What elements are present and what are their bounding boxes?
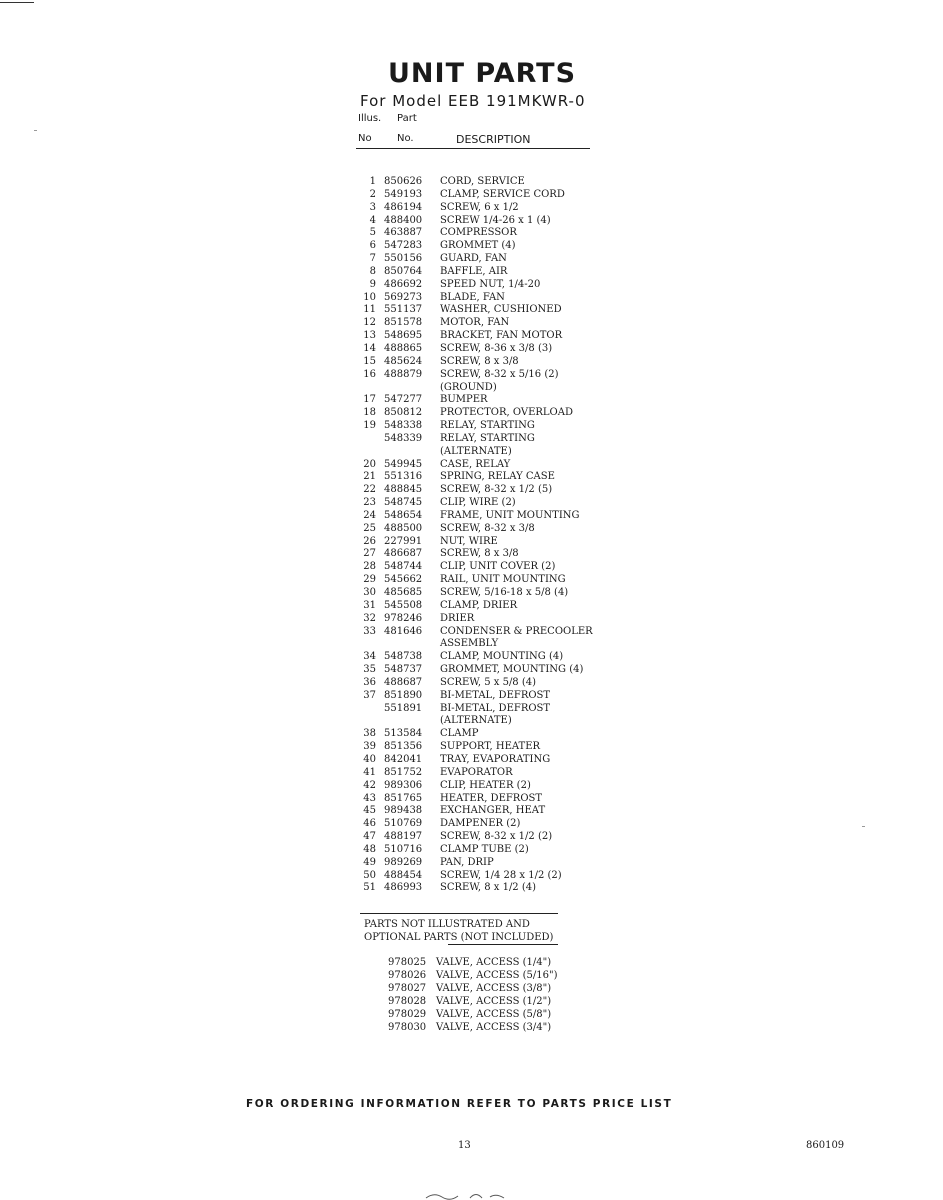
list-item <box>356 471 616 484</box>
illus-number: 40 <box>363 753 376 765</box>
section-divider <box>360 913 558 914</box>
part-description: CLAMP TUBE (2) <box>440 843 529 855</box>
part-description: CLIP, HEATER (2) <box>440 779 531 791</box>
part-number: 486194 <box>384 201 423 213</box>
part-number: 978246 <box>384 612 423 624</box>
part-number: 488500 <box>384 522 423 534</box>
part-number: 488454 <box>384 869 423 881</box>
part-number: 978028 <box>388 996 427 1008</box>
list-item <box>356 266 616 279</box>
part-description: BRACKET, FAN MOTOR <box>440 330 563 342</box>
part-number: 545662 <box>384 574 423 586</box>
list-item <box>356 651 616 664</box>
list-item <box>360 969 600 982</box>
part-number: 485685 <box>384 587 423 598</box>
part-number: 989269 <box>384 856 423 868</box>
part-description: SCREW, 8 x 1/2 (4) <box>440 882 537 894</box>
part-description: MOTOR, FAN <box>440 317 510 329</box>
part-description: TRAY, EVAPORATING <box>440 753 551 765</box>
illus-number: 9 <box>369 278 376 290</box>
part-description: BI-METAL, DEFROST <box>440 702 551 714</box>
part-description: (GROUND) <box>440 381 497 393</box>
part-description: VALVE, ACCESS (3/8") <box>436 983 552 995</box>
illus-number: 41 <box>363 766 376 778</box>
part-description: HEATER, DEFROST <box>440 792 543 804</box>
illus-number: 37 <box>363 689 376 701</box>
part-description: BLADE, FAN <box>440 291 505 303</box>
parts-list <box>356 176 616 895</box>
list-item <box>356 561 616 574</box>
part-number: 548654 <box>384 509 423 521</box>
part-number: 978027 <box>388 983 427 995</box>
part-number: 548695 <box>384 330 423 342</box>
part-description: GROMMET, MOUNTING (4) <box>440 664 584 676</box>
part-number: 488687 <box>384 676 423 688</box>
part-description: NUT, WIRE <box>440 535 498 547</box>
illus-number: 49 <box>363 856 376 868</box>
list-item <box>360 956 600 969</box>
part-number: 513584 <box>384 728 423 740</box>
part-number: 978029 <box>388 1009 427 1021</box>
part-description: CLIP, WIRE (2) <box>440 497 516 509</box>
part-number: 547283 <box>384 240 423 252</box>
part-description: SCREW 1/4-26 x 1 (4) <box>440 214 551 226</box>
part-number: 485624 <box>384 355 423 367</box>
header-part: Part <box>397 113 417 124</box>
part-number: 978030 <box>388 1022 427 1034</box>
illus-number: 51 <box>363 882 376 894</box>
part-number: 851890 <box>384 689 423 701</box>
list-item <box>356 279 616 292</box>
illus-number: 13 <box>363 330 376 342</box>
header-no-illus: No <box>358 133 372 144</box>
part-description: PAN, DRIP <box>440 856 494 868</box>
part-number: 978026 <box>388 970 427 982</box>
list-item <box>360 1008 600 1021</box>
list-item <box>356 638 616 651</box>
part-description: SPRING, RELAY CASE <box>440 471 555 483</box>
illus-number: 28 <box>363 561 376 573</box>
corner-mark <box>0 2 34 3</box>
part-description: SCREW, 8-32 x 1/2 (5) <box>440 484 553 496</box>
part-number: 551316 <box>384 471 423 483</box>
list-item <box>356 715 616 728</box>
part-description: CASE, RELAY <box>440 458 511 470</box>
illus-number: 1 <box>369 176 376 187</box>
part-description: GUARD, FAN <box>440 253 507 265</box>
list-item <box>356 870 616 883</box>
part-description: VALVE, ACCESS (1/2") <box>436 996 552 1008</box>
illus-number: 6 <box>369 240 376 252</box>
part-number: 548339 <box>384 432 423 444</box>
part-number: 227991 <box>384 535 423 547</box>
ordering-note: FOR ORDERING INFORMATION REFER TO PARTS PRICE LIST <box>246 1098 673 1110</box>
part-description: SPEED NUT, 1/4-20 <box>440 278 541 290</box>
part-description: CORD, SERVICE <box>440 176 525 187</box>
part-description: RELAY, STARTING <box>440 420 535 432</box>
scan-speck <box>34 130 37 131</box>
part-number: 850764 <box>384 265 423 277</box>
illus-number: 21 <box>363 471 376 483</box>
illus-number: 15 <box>363 355 376 367</box>
list-item <box>356 613 616 626</box>
part-number: 549193 <box>384 188 423 200</box>
handwritten-mark <box>424 1190 514 1200</box>
list-item <box>356 536 616 549</box>
part-description: FRAME, UNIT MOUNTING <box>440 509 580 521</box>
list-item <box>356 664 616 677</box>
list-item <box>356 446 616 459</box>
part-description: DRIER <box>440 612 475 624</box>
part-description: RELAY, STARTING <box>440 432 535 444</box>
part-number: 989306 <box>384 779 423 791</box>
illus-number: 17 <box>363 394 376 406</box>
illus-number: 46 <box>363 818 376 830</box>
page-number: 13 <box>458 1140 471 1151</box>
illus-number: 2 <box>369 188 376 200</box>
illus-number: 34 <box>363 651 376 663</box>
part-number: 486993 <box>384 882 423 894</box>
part-number: 851356 <box>384 741 423 753</box>
list-item <box>356 215 616 228</box>
part-description: SCREW, 8-32 x 5/16 (2) <box>440 368 559 380</box>
part-description: CLAMP <box>440 728 479 740</box>
part-number: 978025 <box>388 957 427 968</box>
illus-number: 23 <box>363 497 376 509</box>
list-item <box>356 330 616 343</box>
list-item <box>356 189 616 202</box>
illus-number: 25 <box>363 522 376 534</box>
part-description: CLAMP, MOUNTING (4) <box>440 651 564 663</box>
illus-number: 27 <box>363 548 376 560</box>
part-description: EVAPORATOR <box>440 766 513 778</box>
model-subtitle: For Model EEB 191MKWR-0 <box>360 92 586 110</box>
list-item <box>356 728 616 741</box>
list-item <box>356 484 616 497</box>
header-divider <box>356 148 590 149</box>
list-item <box>356 741 616 754</box>
part-description: CLAMP, SERVICE CORD <box>440 188 565 200</box>
list-item <box>356 818 616 831</box>
part-number: 488879 <box>384 368 423 380</box>
part-number: 548738 <box>384 651 423 663</box>
list-item <box>356 587 616 600</box>
illus-number: 7 <box>369 253 376 265</box>
part-number: 851752 <box>384 766 423 778</box>
header-illus: Illus. <box>358 113 382 124</box>
list-item <box>356 459 616 472</box>
part-number: 510769 <box>384 818 423 830</box>
part-number: 463887 <box>384 227 423 239</box>
list-item <box>356 304 616 317</box>
part-number: 851765 <box>384 792 423 804</box>
part-description: (ALTERNATE) <box>440 715 512 727</box>
illus-number: 32 <box>363 612 376 624</box>
part-description: BUMPER <box>440 394 488 406</box>
part-number: 545508 <box>384 599 423 611</box>
part-number: 510716 <box>384 843 423 855</box>
part-description: WASHER, CUSHIONED <box>440 304 562 316</box>
list-item <box>356 369 616 382</box>
illus-number: 5 <box>369 227 376 239</box>
list-item <box>356 510 616 523</box>
list-item <box>356 176 616 189</box>
illus-number: 35 <box>363 664 376 676</box>
page-title: UNIT PARTS <box>388 58 577 89</box>
part-description: SCREW, 6 x 1/2 <box>440 201 519 213</box>
part-description: SCREW, 8-36 x 3/8 (3) <box>440 342 553 354</box>
part-number: 551891 <box>384 702 423 714</box>
list-item <box>356 420 616 433</box>
document-code: 860109 <box>806 1140 845 1151</box>
list-item <box>356 767 616 780</box>
part-description: SCREW, 8 x 3/8 <box>440 355 519 367</box>
illus-number: 29 <box>363 574 376 586</box>
illus-number: 50 <box>363 869 376 881</box>
part-number: 488865 <box>384 342 423 354</box>
list-item <box>356 882 616 895</box>
illus-number: 43 <box>363 792 376 804</box>
part-description: SCREW, 8-32 x 3/8 <box>440 522 535 534</box>
part-number: 548737 <box>384 664 423 676</box>
part-number: 481646 <box>384 625 423 637</box>
part-number: 548744 <box>384 561 423 573</box>
part-number: 842041 <box>384 753 423 765</box>
list-item <box>356 844 616 857</box>
not-illustrated-note <box>364 918 553 944</box>
illus-number: 22 <box>363 484 376 496</box>
list-item <box>356 677 616 690</box>
list-item <box>356 690 616 703</box>
part-description: ASSEMBLY <box>440 638 499 650</box>
list-item <box>356 343 616 356</box>
illus-number: 12 <box>363 317 376 329</box>
part-number: 488400 <box>384 214 423 226</box>
list-item <box>356 227 616 240</box>
part-number: 488845 <box>384 484 423 496</box>
list-item <box>356 523 616 536</box>
illus-number: 18 <box>363 407 376 419</box>
list-item <box>356 793 616 806</box>
part-number: 989438 <box>384 805 423 817</box>
part-description: VALVE, ACCESS (3/4") <box>436 1022 552 1034</box>
optional-parts-list <box>360 956 600 1035</box>
list-item <box>356 626 616 639</box>
part-description: SCREW, 1/4 28 x 1/2 (2) <box>440 869 562 881</box>
illus-number: 26 <box>363 535 376 547</box>
list-item <box>360 1021 600 1034</box>
part-description: CLIP, UNIT COVER (2) <box>440 561 556 573</box>
list-item <box>360 995 600 1008</box>
part-number: 548745 <box>384 497 423 509</box>
part-number: 551137 <box>384 304 423 316</box>
part-description: SCREW, 8 x 3/8 <box>440 548 519 560</box>
not-illustrated-line-2: OPTIONAL PARTS (NOT INCLUDED) <box>364 932 554 943</box>
list-item <box>356 831 616 844</box>
part-number: 486692 <box>384 278 423 290</box>
part-description: BAFFLE, AIR <box>440 265 508 277</box>
part-number: 548338 <box>384 420 423 432</box>
part-number: 851578 <box>384 317 423 329</box>
illus-number: 4 <box>369 214 376 226</box>
list-item <box>356 780 616 793</box>
list-item <box>356 202 616 215</box>
illus-number: 24 <box>363 509 376 521</box>
list-item <box>356 754 616 767</box>
part-number: 488197 <box>384 831 423 843</box>
list-item <box>356 394 616 407</box>
list-item <box>356 382 616 395</box>
list-item <box>356 240 616 253</box>
part-description: GROMMET (4) <box>440 240 516 252</box>
illus-number: 39 <box>363 741 376 753</box>
illus-number: 33 <box>363 625 376 637</box>
illus-number: 14 <box>363 342 376 354</box>
not-illustrated-line-1: PARTS NOT ILLUSTRATED AND <box>364 919 530 930</box>
illus-number: 31 <box>363 599 376 611</box>
part-description: SCREW, 8-32 x 1/2 (2) <box>440 831 553 843</box>
header-description: DESCRIPTION <box>456 133 531 146</box>
illus-number: 11 <box>363 304 376 316</box>
illus-number: 36 <box>363 676 376 688</box>
part-description: DAMPENER (2) <box>440 818 521 830</box>
part-number: 547277 <box>384 394 423 406</box>
list-item <box>356 548 616 561</box>
part-description: CONDENSER & PRECOOLER <box>440 625 593 637</box>
scan-speck <box>862 826 865 827</box>
part-description: COMPRESSOR <box>440 227 517 239</box>
note-underline <box>448 944 558 945</box>
illus-number: 45 <box>363 805 376 817</box>
part-number: 550156 <box>384 253 423 265</box>
list-item <box>356 497 616 510</box>
part-number: 549945 <box>384 458 423 470</box>
illus-number: 19 <box>363 420 376 432</box>
list-item <box>356 356 616 369</box>
part-description: VALVE, ACCESS (1/4") <box>436 957 552 968</box>
part-description: SCREW, 5/16-18 x 5/8 (4) <box>440 587 569 598</box>
list-item <box>356 317 616 330</box>
list-item <box>360 982 600 995</box>
illus-number: 10 <box>363 291 376 303</box>
list-item <box>356 600 616 613</box>
illus-number: 42 <box>363 779 376 791</box>
illus-number: 38 <box>363 728 376 740</box>
part-number: 486687 <box>384 548 423 560</box>
part-description: SUPPORT, HEATER <box>440 741 541 753</box>
list-item <box>356 805 616 818</box>
illus-number: 8 <box>369 265 376 277</box>
part-description: CLAMP, DRIER <box>440 599 518 611</box>
list-item <box>356 574 616 587</box>
illus-number: 20 <box>363 458 376 470</box>
list-item <box>356 433 616 446</box>
part-description: EXCHANGER, HEAT <box>440 805 546 817</box>
part-number: 850626 <box>384 176 423 187</box>
list-item <box>356 292 616 305</box>
list-item <box>356 857 616 870</box>
part-description: VALVE, ACCESS (5/16") <box>436 970 558 982</box>
list-item <box>356 253 616 266</box>
illus-number: 48 <box>363 843 376 855</box>
header-no-part: No. <box>397 133 414 144</box>
list-item <box>356 703 616 716</box>
illus-number: 16 <box>363 368 376 380</box>
part-description: SCREW, 5 x 5/8 (4) <box>440 676 537 688</box>
part-description: BI-METAL, DEFROST <box>440 689 551 701</box>
part-description: RAIL, UNIT MOUNTING <box>440 574 566 586</box>
part-description: (ALTERNATE) <box>440 445 512 457</box>
illus-number: 47 <box>363 831 376 843</box>
illus-number: 3 <box>369 201 376 213</box>
part-description: VALVE, ACCESS (5/8") <box>436 1009 552 1021</box>
list-item <box>356 407 616 420</box>
part-number: 569273 <box>384 291 423 303</box>
part-number: 850812 <box>384 407 423 419</box>
illus-number: 30 <box>363 587 376 598</box>
part-description: PROTECTOR, OVERLOAD <box>440 407 573 419</box>
